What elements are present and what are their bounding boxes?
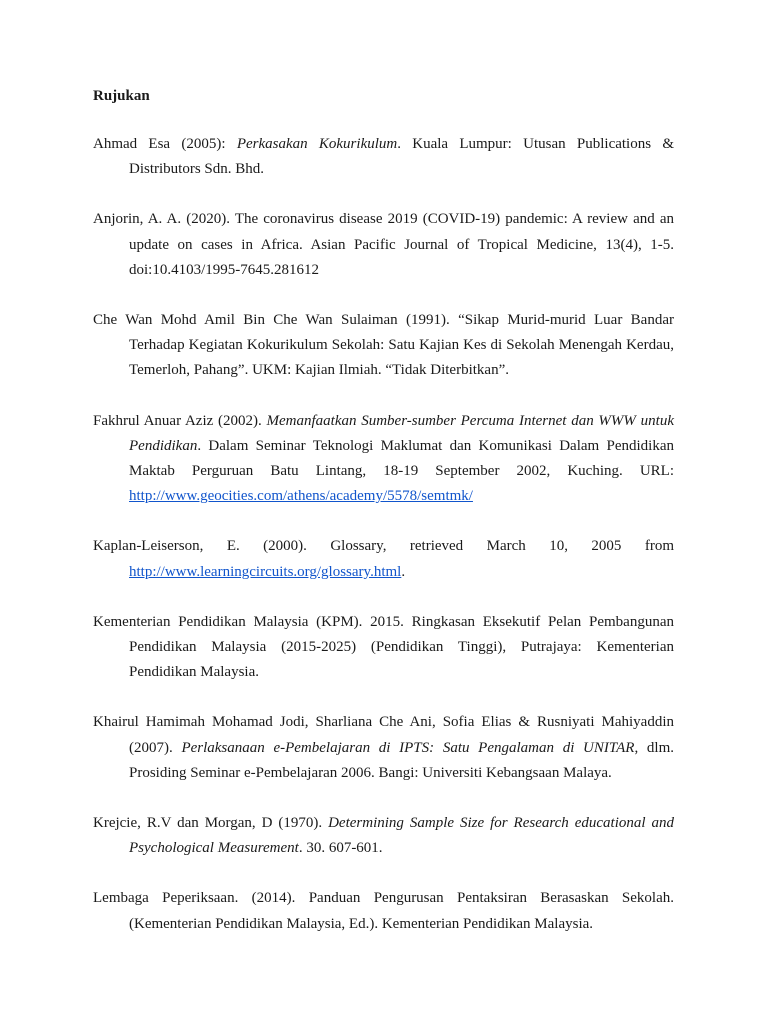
reference-item	[93, 710, 674, 786]
reference-text: . 30. 607-601.	[298, 840, 383, 857]
reference-text: Anjorin, A. A. (2020). The coronavirus disease 2019 (COVID-19) pandemic: A review and an update on cases in Africa. Asian Pacific Journal of Tropical Medicine, 13(4), 1-5. doi:10.4103/1995-7645.281612	[93, 211, 674, 278]
reference-item	[93, 409, 674, 510]
reference-item	[93, 886, 674, 936]
reference-item	[93, 811, 674, 861]
reference-title: Perlaksanaan e-Pembelajaran di IPTS: Satu Pengalaman di UNITAR	[181, 739, 635, 756]
reference-text: Krejcie, R.V dan Morgan, D (1970).	[93, 815, 329, 832]
reference-text: . Kuala Lumpur: Utusan Publications & Distributors Sdn. Bhd.	[129, 136, 675, 178]
reference-item	[93, 308, 674, 384]
reference-text: . Dalam Seminar Teknologi Maklumat dan Komunikasi Dalam Pendidikan Maktab Perguruan Batu Lintang, 18-19 September 2002, Kuching. URL:	[129, 437, 674, 480]
reference-text: Kementerian Pendidikan Malaysia (KPM). 2015. Ringkasan Eksekutif Pelan Pembangunan Pendidikan Malaysia (2015-2025) (Pendidikan Tinggi), Putrajaya: Kementerian Pendidikan Malaysia.	[93, 613, 674, 681]
reference-link[interactable]: http://www.geocities.com/athens/academy/5578/semtmk/	[129, 488, 473, 505]
document-page	[93, 84, 674, 962]
reference-item	[93, 207, 674, 283]
reference-text: Khairul Hamimah Mohamad Jodi, Sharliana Che Ani, Sofia Elias & Rusniyati Mahiyaddin (2007).	[93, 714, 674, 756]
reference-title: Determining Sample Size for Research educational and Psychological Measurement	[129, 815, 674, 857]
reference-title: Memanfaatkan Sumber-sumber Percuma Internet dan WWW untuk Pendidikan	[129, 412, 674, 454]
reference-item	[93, 534, 674, 584]
reference-text: , dlm. Prosiding Seminar e-Pembelajaran 2006. Bangi: Universiti Kebangsaan Malaya.	[129, 739, 674, 781]
reference-text: .	[401, 563, 406, 580]
reference-text: Fakhrul Anuar Aziz (2002).	[93, 412, 267, 429]
reference-item	[93, 610, 674, 686]
reference-text: Kaplan-Leiserson, E. (2000). Glossary, retrieved March 10, 2005 from	[93, 538, 674, 555]
reference-link[interactable]: http://www.learningcircuits.org/glossary.html	[129, 563, 402, 580]
references-heading: Rujukan	[93, 88, 150, 104]
reference-text: Lembaga Peperiksaan. (2014). Panduan Pengurusan Pentaksiran Berasaskan Sekolah. (Kementerian Pendidikan Malaysia, Ed.). Kementerian Pendidikan Malaysia.	[93, 890, 674, 932]
reference-title: Perkasakan Kokurikulum	[236, 136, 398, 152]
reference-text: Che Wan Mohd Amil Bin Che Wan Sulaiman (1991). “Sikap Murid-murid Luar Bandar Terhadap Kegiatan Kokurikulum Sekolah: Satu Kajian Kes di Sekolah Menengah Kerdau, Temerloh, Pahang”. UKM: Kajian Ilmiah. “Tidak Diterbitkan”.	[93, 312, 674, 379]
reference-item	[93, 132, 674, 182]
reference-text: Ahmad Esa (2005):	[93, 136, 237, 152]
